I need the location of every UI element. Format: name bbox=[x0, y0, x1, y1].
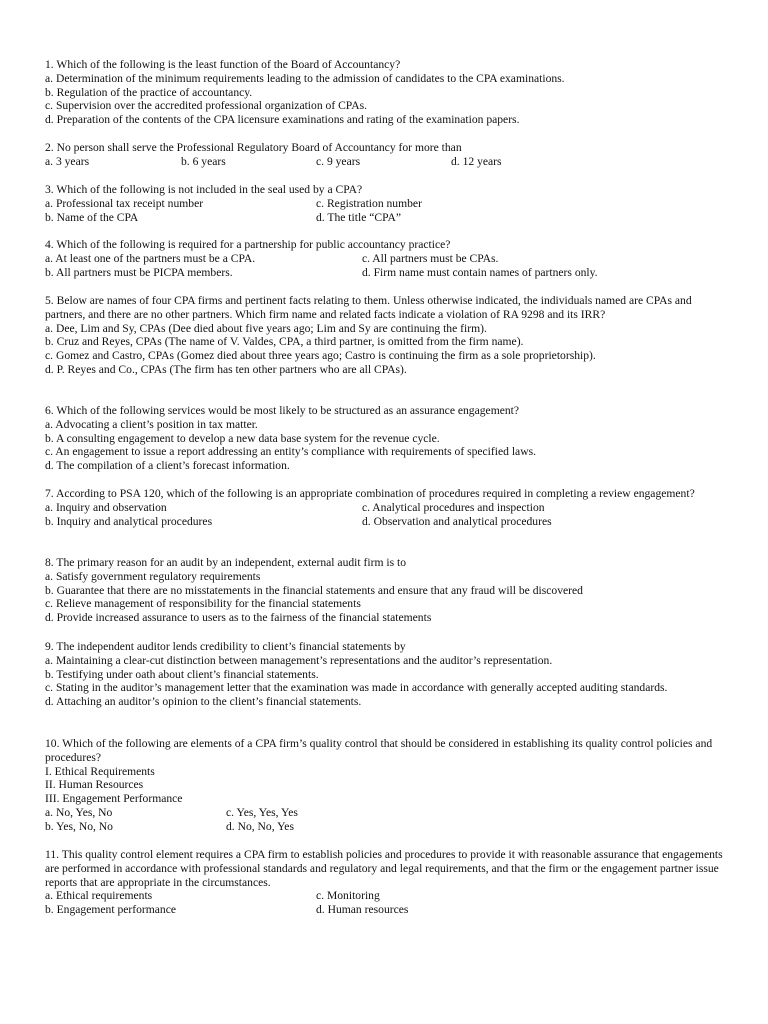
option-b: b. Engagement performance bbox=[45, 903, 177, 917]
question-stem: 7. According to PSA 120, which of the following is an appropriate combination of procedures required in completing a review engagement? bbox=[45, 487, 695, 500]
option-a: a. Maintaining a clear-cut distinction between management’s representations and the auditor’s representation. bbox=[45, 653, 553, 667]
question-stem: 11. This quality control element requires a CPA firm to establish policies and procedures to provide it with reasonable assurance that engagements are performed in accordance with professional standards and regulatory and legal requirements, and that the firm or the engagement partner issue reports that are appropriate in the circumstances. bbox=[45, 848, 723, 889]
option-a: a. At least one of the partners must be a CPA. bbox=[45, 251, 256, 265]
option-d: d. No, No, Yes bbox=[226, 819, 294, 833]
option-d: d. The title “CPA” bbox=[316, 210, 402, 224]
question-stem: 1. Which of the following is the least function of the Board of Accountancy? bbox=[45, 58, 401, 71]
option-c: c. Analytical procedures and inspection bbox=[362, 500, 545, 514]
question-1 bbox=[45, 58, 725, 127]
question-5 bbox=[45, 294, 725, 377]
question-stem: 9. The independent auditor lends credibility to client’s financial statements by bbox=[45, 640, 406, 653]
element-item: II. Human Resources bbox=[45, 778, 144, 792]
option-c: c. Stating in the auditor’s management letter that the examination was made in accordance with generally accepted auditing standards. bbox=[45, 681, 668, 695]
option-d: d. Observation and analytical procedures bbox=[362, 514, 552, 528]
option-b: b. Testifying under oath about client’s financial statements. bbox=[45, 667, 319, 681]
option-c: c. All partners must be CPAs. bbox=[362, 251, 499, 265]
question-stem: 3. Which of the following is not included in the seal used by a CPA? bbox=[45, 183, 363, 196]
option-a: a. Determination of the minimum requirements leading to the admission of candidates to the CPA examinations. bbox=[45, 71, 565, 85]
question-2 bbox=[45, 141, 725, 169]
question-7 bbox=[45, 487, 725, 528]
question-11 bbox=[45, 848, 725, 917]
question-9 bbox=[45, 640, 725, 709]
option-d: d. Human resources bbox=[316, 903, 409, 917]
option-b: b. 6 years bbox=[181, 154, 226, 168]
option-b: b. Cruz and Reyes, CPAs (The name of V. Valdes, CPA, a third partner, is omitted from the firm name). bbox=[45, 335, 524, 349]
question-stem: 2. No person shall serve the Professional Regulatory Board of Accountancy for more than bbox=[45, 141, 462, 154]
option-a: a. Professional tax receipt number bbox=[45, 196, 204, 210]
option-b: b. All partners must be PICPA members. bbox=[45, 265, 233, 279]
option-b: b. Regulation of the practice of accountancy. bbox=[45, 85, 253, 99]
option-a: a. Advocating a client’s position in tax matter. bbox=[45, 417, 258, 431]
question-10 bbox=[45, 737, 725, 834]
option-a: a. 3 years bbox=[45, 154, 90, 168]
question-stem: 5. Below are names of four CPA firms and pertinent facts relating to them. Unless otherwise indicated, the individuals named are CPAs and partners, and there are no other partners. Which firm name and related facts indicate a violation of RA 9298 and its IRR? bbox=[45, 294, 692, 321]
option-d: d. The compilation of a client’s forecast information. bbox=[45, 459, 290, 473]
option-a: a. Satisfy government regulatory requirements bbox=[45, 569, 261, 583]
question-stem: 8. The primary reason for an audit by an independent, external audit firm is to bbox=[45, 556, 407, 569]
option-c: c. Yes, Yes, Yes bbox=[226, 805, 298, 819]
option-d: d. Firm name must contain names of partners only. bbox=[362, 265, 598, 279]
option-c: c. Relieve management of responsibility for the financial statements bbox=[45, 597, 361, 611]
option-d: d. Provide increased assurance to users as to the fairness of the financial statements bbox=[45, 611, 432, 625]
question-4 bbox=[45, 238, 725, 279]
question-3 bbox=[45, 183, 725, 224]
question-stem: 6. Which of the following services would be most likely to be structured as an assurance engagement? bbox=[45, 404, 520, 417]
option-d: d. 12 years bbox=[451, 154, 502, 168]
option-d: d. P. Reyes and Co., CPAs (The firm has ten other partners who are all CPAs). bbox=[45, 362, 407, 376]
option-a: a. Inquiry and observation bbox=[45, 500, 167, 514]
question-stem: 4. Which of the following is required for a partnership for public accountancy practice? bbox=[45, 238, 451, 251]
element-item: I. Ethical Requirements bbox=[45, 764, 155, 778]
option-b: b. Guarantee that there are no misstatements in the financial statements and ensure that any fraud will be discovered bbox=[45, 583, 583, 597]
question-8 bbox=[45, 556, 725, 625]
option-c: c. Monitoring bbox=[316, 889, 380, 903]
option-a: a. Dee, Lim and Sy, CPAs (Dee died about five years ago; Lim and Sy are continuing the firm). bbox=[45, 321, 487, 335]
option-c: c. Gomez and Castro, CPAs (Gomez died about three years ago; Castro is continuing the firm as a sole proprietorship). bbox=[45, 349, 596, 363]
option-b: b. Name of the CPA bbox=[45, 210, 139, 224]
option-b: b. Yes, No, No bbox=[45, 819, 113, 833]
question-6 bbox=[45, 404, 725, 473]
option-c: c. 9 years bbox=[316, 154, 361, 168]
option-c: c. Registration number bbox=[316, 196, 422, 210]
option-d: d. Preparation of the contents of the CPA licensure examinations and rating of the examination papers. bbox=[45, 113, 520, 127]
option-d: d. Attaching an auditor’s opinion to the client’s financial statements. bbox=[45, 695, 362, 709]
option-b: b. Inquiry and analytical procedures bbox=[45, 514, 213, 528]
option-a: a. No, Yes, No bbox=[45, 805, 113, 819]
option-b: b. A consulting engagement to develop a new data base system for the revenue cycle. bbox=[45, 431, 440, 445]
element-item: III. Engagement Performance bbox=[45, 792, 183, 806]
option-c: c. An engagement to issue a report addressing an entity’s compliance with requirements of specified laws. bbox=[45, 445, 536, 459]
option-a: a. Ethical requirements bbox=[45, 889, 153, 903]
question-stem: 10. Which of the following are elements of a CPA firm’s quality control that should be considered in establishing its quality control policies and procedures? bbox=[45, 737, 713, 764]
option-c: c. Supervision over the accredited professional organization of CPAs. bbox=[45, 99, 367, 113]
